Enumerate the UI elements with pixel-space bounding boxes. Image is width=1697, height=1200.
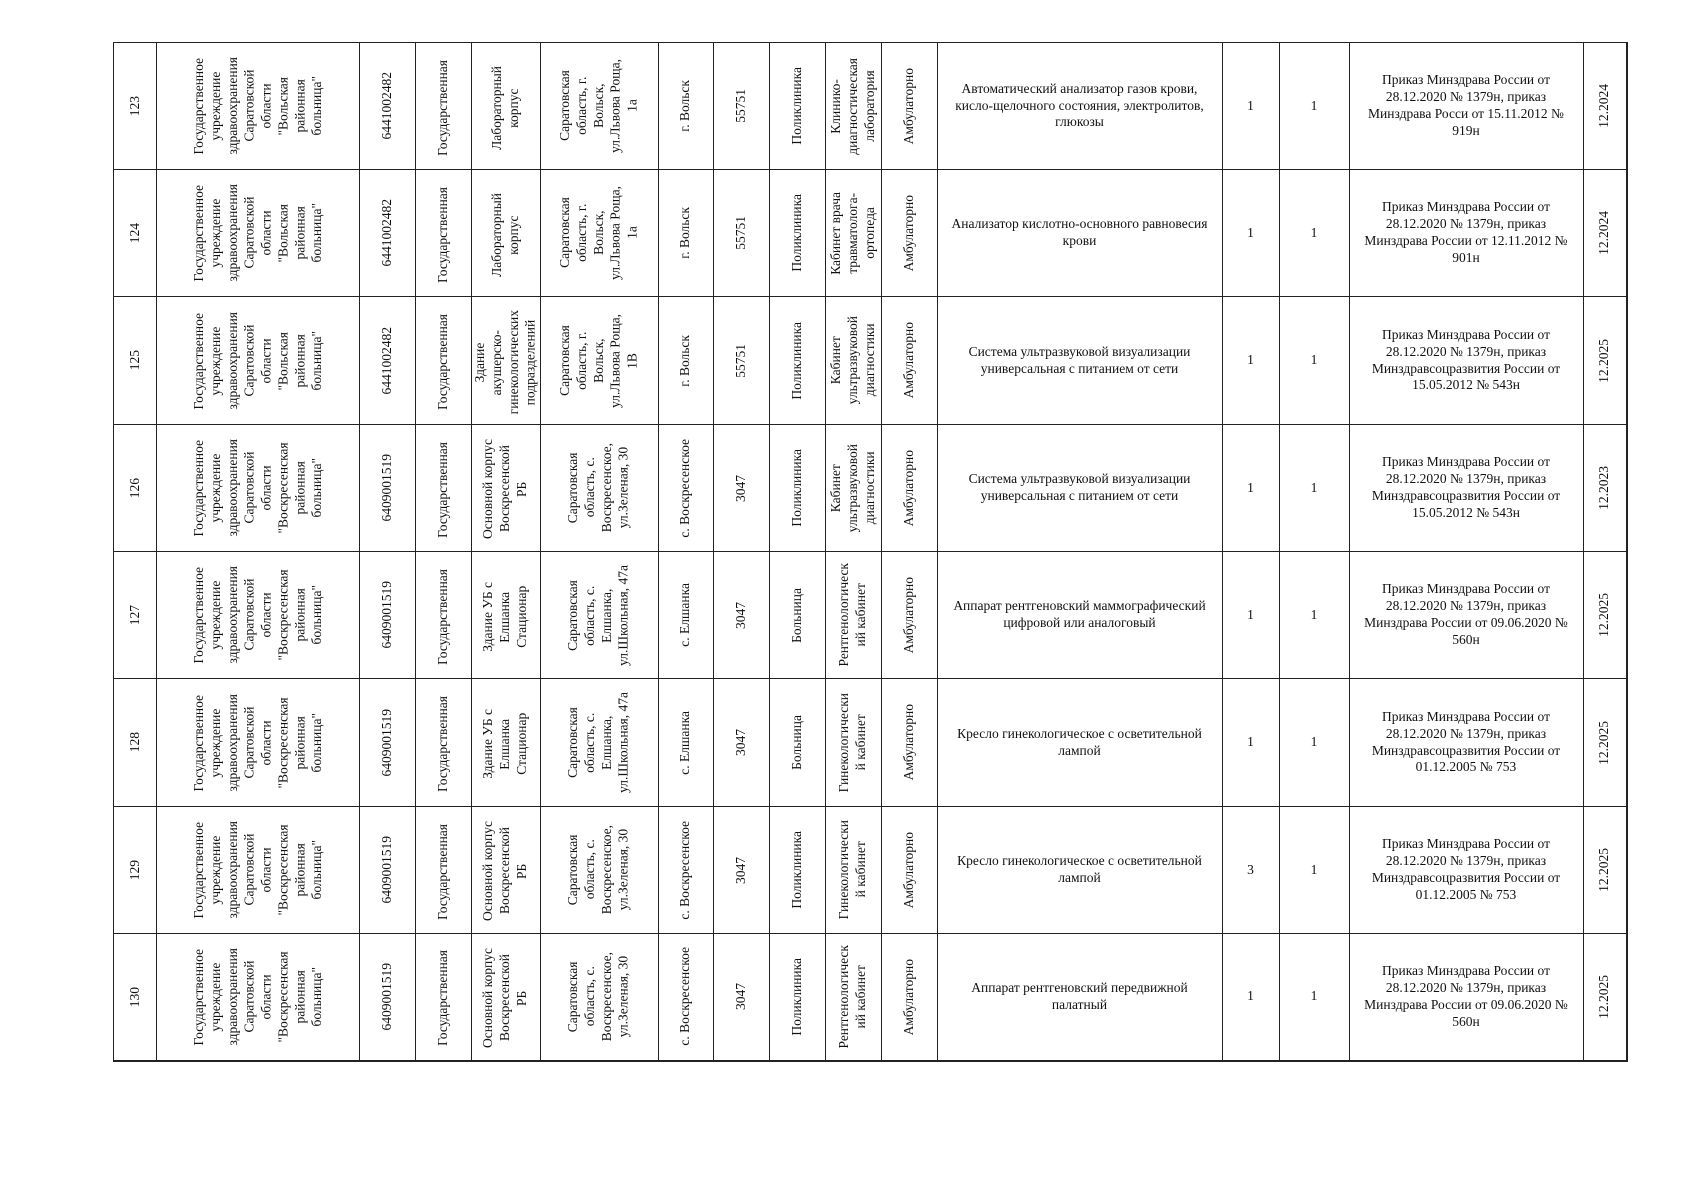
organization-name-cell [157, 170, 360, 297]
facility-type-cell [769, 425, 825, 552]
organization-inn-cell [360, 679, 416, 807]
table-row [114, 934, 1628, 1061]
delivery-date: 12.2023 [1596, 466, 1612, 510]
population-cell [713, 807, 769, 934]
organization-name: Государственное учреждение здравоохранения Саратовской области "Воскресенская районная больница" [190, 439, 324, 537]
delivery-date: 12.2025 [1596, 848, 1612, 892]
ownership-form-cell [416, 425, 472, 552]
department-name: Гинекологически й кабинет [836, 692, 868, 793]
organization-name-cell [157, 552, 360, 679]
building-name-cell [472, 425, 541, 552]
row-number-cell [114, 934, 157, 1061]
building-address-cell [540, 552, 658, 679]
department-name: Клинико- диагностическая лаборатория [827, 57, 877, 155]
equipment-name: Автоматический анализатор газов крови, кисло-щелочного состояния, электролитов, глюкозы [955, 80, 1204, 130]
department-name: Гинекологически й кабинет [836, 820, 868, 920]
table-row [114, 297, 1628, 425]
ownership-form: Государственная [435, 441, 451, 538]
population-cell [713, 425, 769, 552]
facility-type: Поликлиника [788, 831, 804, 909]
quantity-required: 1 [1247, 734, 1254, 750]
building-address: Саратовская область, с. Воскресенское, ул.Зеленая, 30 [565, 825, 631, 915]
facility-type: Поликлиника [788, 321, 804, 400]
row-number-cell [114, 425, 157, 552]
quantity-required: 3 [1247, 861, 1254, 877]
care-type-cell [881, 425, 937, 552]
organization-inn: 6409001519 [379, 836, 395, 904]
organization-inn: 6441002482 [379, 199, 395, 267]
locality: с. Воскресенское [677, 438, 693, 538]
row-number-cell [114, 679, 157, 807]
locality-cell [658, 43, 713, 170]
population-cell [713, 170, 769, 297]
quantity-planned: 1 [1310, 606, 1318, 622]
building-name: Здание УБ с Елшанка Стационар [480, 581, 530, 652]
facility-type: Больница [788, 587, 804, 643]
organization-name-cell [157, 807, 360, 934]
building-name: Лабораторный корпус [488, 192, 521, 277]
row-number: 124 [126, 222, 142, 244]
regulatory-order-cell [1349, 43, 1583, 170]
regulatory-order-cell [1349, 679, 1583, 807]
quantity-required: 1 [1247, 479, 1254, 495]
population: 55751 [732, 216, 748, 250]
building-name-cell [472, 170, 541, 297]
row-number: 130 [126, 986, 142, 1007]
facility-type-cell [769, 170, 825, 297]
building-address-cell [540, 934, 658, 1061]
regulatory-order: Приказ Минздрава России от 28.12.2020 № 1379н, приказ Минздрава Росси от 15.11.2012 № 919н [1368, 72, 1564, 138]
care-type-cell [881, 552, 937, 679]
regulatory-order: Приказ Минздрава России от 28.12.2020 № 1379н, приказ Минздравсоцразвития России от 15.05.2012 № 543н [1371, 454, 1561, 520]
equipment-name: Аппарат рентгеновский передвижной палатный [971, 979, 1188, 1012]
locality-cell [658, 425, 713, 552]
department-name: Кабинет ультразвуковой диагностики [827, 316, 877, 405]
locality: с. Елшанка [677, 710, 693, 775]
table-row [114, 679, 1628, 807]
building-address: Саратовская область, г. Вольск, ул.Львова Роща, 1а [556, 186, 640, 280]
delivery-date: 12.2025 [1596, 338, 1612, 383]
organization-inn: 6409001519 [379, 581, 395, 649]
building-address: Саратовская область, г. Вольск, ул.Львова Роща, 1В [556, 313, 640, 408]
quantity-planned-cell [1279, 170, 1349, 297]
regulatory-order: Приказ Минздрава России от 28.12.2020 № 1379н, приказ Минздравсоцразвития России от 01.12.2005 № 753 [1371, 708, 1561, 775]
quantity-required-cell [1222, 425, 1279, 552]
equipment-name-cell [937, 807, 1222, 934]
equipment-name-cell [937, 552, 1222, 679]
locality: с. Воскресенское [677, 820, 693, 920]
equipment-name: Система ультразвуковой визуализации универсальная с питанием от сети [968, 343, 1191, 376]
delivery-date: 12.2024 [1596, 211, 1612, 255]
building-name-cell [472, 807, 541, 934]
ownership-form: Государственная [435, 59, 451, 156]
care-type-cell [881, 297, 937, 425]
facility-type-cell [769, 807, 825, 934]
facility-type: Больница [788, 715, 804, 770]
equipment-name-cell [937, 934, 1222, 1061]
department-name: Рентгенологическ ий кабинет [836, 563, 868, 667]
care-type-cell [881, 679, 937, 807]
delivery-date-cell [1583, 43, 1627, 170]
delivery-date-cell [1583, 297, 1627, 425]
row-number: 125 [126, 350, 142, 371]
row-number: 129 [126, 859, 142, 881]
equipment-name-cell [937, 297, 1222, 425]
ownership-form-cell [416, 934, 472, 1061]
delivery-date-cell [1583, 679, 1627, 807]
department-name: Рентгенологическ ий кабинет [836, 944, 868, 1049]
delivery-date: 12.2024 [1596, 84, 1612, 128]
department-name: Кабинет ультразвуковой диагностики [827, 443, 877, 533]
care-type-cell [881, 170, 937, 297]
quantity-required-cell [1222, 679, 1279, 807]
locality: г. Вольск [677, 334, 693, 387]
row-number: 128 [126, 732, 142, 753]
facility-type: Поликлиника [788, 67, 804, 145]
organization-inn-cell [360, 297, 416, 425]
delivery-date-cell [1583, 552, 1627, 679]
population: 3047 [732, 856, 748, 884]
quantity-required-cell [1222, 43, 1279, 170]
quantity-planned-cell [1279, 43, 1349, 170]
facility-type-cell [769, 297, 825, 425]
population: 55751 [732, 89, 748, 123]
organization-inn-cell [360, 552, 416, 679]
regulatory-order: Приказ Минздрава России от 28.12.2020 № 1379н, приказ Минздрава России от 12.11.2012 № 901н [1364, 199, 1568, 265]
care-type: Амбулаторно [900, 194, 916, 272]
delivery-date: 12.2025 [1596, 974, 1612, 1019]
building-address-cell [540, 425, 658, 552]
care-type: Амбулаторно [900, 449, 916, 527]
ownership-form-cell [416, 552, 472, 679]
facility-type-cell [769, 679, 825, 807]
organization-name-cell [157, 43, 360, 170]
department-name-cell [825, 297, 881, 425]
building-address-cell [540, 679, 658, 807]
ownership-form: Государственная [435, 314, 451, 410]
table-row [114, 807, 1628, 934]
department-name-cell [825, 170, 881, 297]
quantity-planned-cell [1279, 297, 1349, 425]
care-type: Амбулаторно [900, 704, 916, 781]
regulatory-order-cell [1349, 552, 1583, 679]
organization-name: Государственное учреждение здравоохранения Саратовской области "Воскресенская районная больница" [190, 947, 324, 1046]
locality: с. Елшанка [677, 583, 693, 647]
population-cell [713, 297, 769, 425]
delivery-date-cell [1583, 170, 1627, 297]
quantity-required-cell [1222, 552, 1279, 679]
organization-name: Государственное учреждение здравоохранения Саратовской области "Воскресенская районная больница" [190, 566, 324, 664]
building-address-cell [540, 170, 658, 297]
quantity-required: 1 [1247, 352, 1254, 368]
organization-name: Государственное учреждение здравоохранения Саратовской области "Вольская районная больница" [190, 184, 324, 282]
quantity-required-cell [1222, 297, 1279, 425]
quantity-planned: 1 [1310, 479, 1318, 495]
building-address-cell [540, 43, 658, 170]
organization-name: Государственное учреждение здравоохранения Саратовской области "Воскресенская районная больница" [190, 693, 324, 792]
row-number: 126 [126, 477, 142, 499]
organization-name-cell [157, 934, 360, 1061]
quantity-planned: 1 [1310, 224, 1318, 240]
row-number: 127 [126, 604, 142, 626]
department-name-cell [825, 679, 881, 807]
regulatory-order: Приказ Минздрава России от 28.12.2020 № 1379н, приказ Минздрава России от 09.06.2020 № 560н [1364, 581, 1568, 647]
ownership-form: Государственная [435, 950, 451, 1047]
building-name-cell [472, 679, 541, 807]
organization-inn: 6409001519 [379, 708, 395, 777]
ownership-form: Государственная [435, 823, 451, 920]
organization-inn-cell [360, 43, 416, 170]
department-name-cell [825, 425, 881, 552]
care-type: Амбулаторно [900, 831, 916, 909]
equipment-name: Кресло гинекологическое с осветительной лампой [957, 853, 1202, 885]
population-cell [713, 552, 769, 679]
ownership-form-cell [416, 679, 472, 807]
building-name-cell [472, 934, 541, 1061]
building-name: Здание акушерско- гинекологических подразделений [472, 309, 538, 415]
population: 3047 [732, 474, 748, 502]
care-type-cell [881, 43, 937, 170]
quantity-planned: 1 [1310, 734, 1318, 750]
organization-inn-cell [360, 170, 416, 297]
equipment-name: Система ультразвуковой визуализации универсальная с питанием от сети [968, 471, 1191, 503]
delivery-date-cell [1583, 807, 1627, 934]
locality: с. Воскресенское [677, 947, 693, 1047]
building-name-cell [472, 552, 541, 679]
ownership-form: Государственная [435, 696, 451, 792]
quantity-planned: 1 [1310, 97, 1318, 113]
row-number: 123 [126, 95, 142, 117]
department-name-cell [825, 807, 881, 934]
quantity-required-cell [1222, 934, 1279, 1061]
organization-inn: 6441002482 [379, 326, 395, 395]
quantity-planned: 1 [1310, 861, 1318, 877]
quantity-required: 1 [1247, 97, 1254, 113]
table-row [114, 170, 1628, 297]
equipment-name: Аппарат рентгеновский маммографический цифровой или аналоговый [953, 598, 1206, 630]
facility-type-cell [769, 934, 825, 1061]
regulatory-order-cell [1349, 425, 1583, 552]
organization-inn: 6441002482 [379, 72, 395, 140]
table-row [114, 552, 1628, 679]
delivery-date: 12.2025 [1596, 720, 1612, 765]
quantity-required-cell [1222, 170, 1279, 297]
regulatory-order-cell [1349, 934, 1583, 1061]
population-cell [713, 679, 769, 807]
equipment-name: Кресло гинекологическое с осветительной лампой [957, 725, 1202, 758]
population: 55751 [732, 343, 748, 378]
quantity-planned-cell [1279, 679, 1349, 807]
row-number-cell [114, 170, 157, 297]
organization-name: Государственное учреждение здравоохранения Саратовской области "Вольская районная больница" [190, 57, 324, 155]
locality-cell [658, 552, 713, 679]
quantity-planned-cell [1279, 807, 1349, 934]
care-type: Амбулаторно [900, 67, 916, 145]
organization-inn-cell [360, 807, 416, 934]
care-type: Амбулаторно [900, 576, 916, 654]
building-name: Лабораторный корпус [488, 65, 521, 150]
department-name-cell [825, 43, 881, 170]
population: 3047 [732, 729, 748, 756]
locality-cell [658, 679, 713, 807]
building-address: Саратовская область, г. Вольск, ул.Львова Роща, 1а [556, 59, 640, 153]
quantity-planned: 1 [1310, 352, 1318, 368]
table-body [114, 43, 1628, 1061]
care-type-cell [881, 807, 937, 934]
ownership-form-cell [416, 170, 472, 297]
building-address: Саратовская область, с. Елшанка, ул.Школьная, 47а [565, 692, 631, 793]
locality-cell [658, 934, 713, 1061]
ownership-form-cell [416, 297, 472, 425]
table-row [114, 425, 1628, 552]
ownership-form: Государственная [435, 186, 451, 283]
row-number-cell [114, 552, 157, 679]
organization-inn: 6409001519 [379, 454, 395, 522]
delivery-date-cell [1583, 934, 1627, 1061]
regulatory-order-cell [1349, 807, 1583, 934]
building-address: Саратовская область, с. Воскресенское, ул.Зеленая, 30 [565, 952, 631, 1042]
organization-name-cell [157, 679, 360, 807]
organization-name: Государственное учреждение здравоохранения Саратовской области "Вольская районная больница" [190, 311, 324, 410]
organization-name-cell [157, 425, 360, 552]
regulatory-order-cell [1349, 297, 1583, 425]
ownership-form-cell [416, 43, 472, 170]
quantity-required: 1 [1247, 224, 1254, 240]
building-address: Саратовская область, с. Елшанка, ул.Школьная, 47а [565, 564, 631, 666]
organization-inn-cell [360, 425, 416, 552]
row-number-cell [114, 297, 157, 425]
organization-name-cell [157, 297, 360, 425]
delivery-date-cell [1583, 425, 1627, 552]
row-number-cell [114, 43, 157, 170]
population: 3047 [732, 601, 748, 629]
locality: г. Вольск [677, 207, 693, 259]
regulatory-order: Приказ Минздрава России от 28.12.2020 № 1379н, приказ Минздравсоцразвития России от 01.12.2005 № 753 [1371, 836, 1561, 902]
building-name-cell [472, 297, 541, 425]
equipment-table [113, 42, 1628, 1062]
ownership-form: Государственная [435, 568, 451, 665]
facility-type: Поликлиника [788, 449, 804, 527]
delivery-date: 12.2025 [1596, 593, 1612, 637]
department-name: Кабинет врача травматолога- ортопеда [827, 191, 877, 275]
population: 3047 [732, 983, 748, 1011]
quantity-planned-cell [1279, 425, 1349, 552]
equipment-name-cell [937, 425, 1222, 552]
organization-name: Государственное учреждение здравоохранения Саратовской области "Воскресенская районная больница" [190, 821, 324, 919]
facility-type: Поликлиника [788, 957, 804, 1036]
care-type: Амбулаторно [900, 958, 916, 1035]
ownership-form-cell [416, 807, 472, 934]
building-address: Саратовская область, с. Воскресенское, ул.Зеленая, 30 [565, 443, 631, 533]
organization-inn-cell [360, 934, 416, 1061]
facility-type: Поликлиника [788, 194, 804, 272]
building-name: Основной корпус Воскресенской РБ [480, 439, 530, 540]
facility-type-cell [769, 552, 825, 679]
building-name: Здание УБ с Елшанка Стационар [480, 709, 530, 779]
quantity-planned-cell [1279, 552, 1349, 679]
regulatory-order-cell [1349, 170, 1583, 297]
locality-cell [658, 807, 713, 934]
row-number-cell [114, 807, 157, 934]
department-name-cell [825, 934, 881, 1061]
equipment-name-cell [937, 679, 1222, 807]
regulatory-order: Приказ Минздрава России от 28.12.2020 № 1379н, приказ Минздрава России от 09.06.2020 № 560н [1364, 963, 1568, 1029]
population-cell [713, 934, 769, 1061]
regulatory-order: Приказ Минздрава России от 28.12.2020 № 1379н, приказ Минздравсоцразвития России от 15.05.2012 № 543н [1371, 326, 1561, 393]
quantity-required: 1 [1247, 606, 1254, 622]
building-name: Основной корпус Воскресенской РБ [480, 948, 530, 1049]
locality-cell [658, 297, 713, 425]
building-name-cell [472, 43, 541, 170]
quantity-required: 1 [1247, 988, 1254, 1004]
locality: г. Вольск [677, 80, 693, 132]
quantity-planned: 1 [1310, 988, 1318, 1004]
quantity-planned-cell [1279, 934, 1349, 1061]
care-type-cell [881, 934, 937, 1061]
facility-type-cell [769, 43, 825, 170]
equipment-name-cell [937, 43, 1222, 170]
locality-cell [658, 170, 713, 297]
department-name-cell [825, 552, 881, 679]
table-row [114, 43, 1628, 170]
care-type: Амбулаторно [900, 322, 916, 399]
building-name: Основной корпус Воскресенской РБ [480, 821, 530, 922]
organization-inn: 6409001519 [379, 963, 395, 1031]
quantity-required-cell [1222, 807, 1279, 934]
building-address-cell [540, 297, 658, 425]
equipment-name-cell [937, 170, 1222, 297]
building-address-cell [540, 807, 658, 934]
population-cell [713, 43, 769, 170]
equipment-name: Анализатор кислотно-основного равновесия крови [951, 216, 1208, 248]
